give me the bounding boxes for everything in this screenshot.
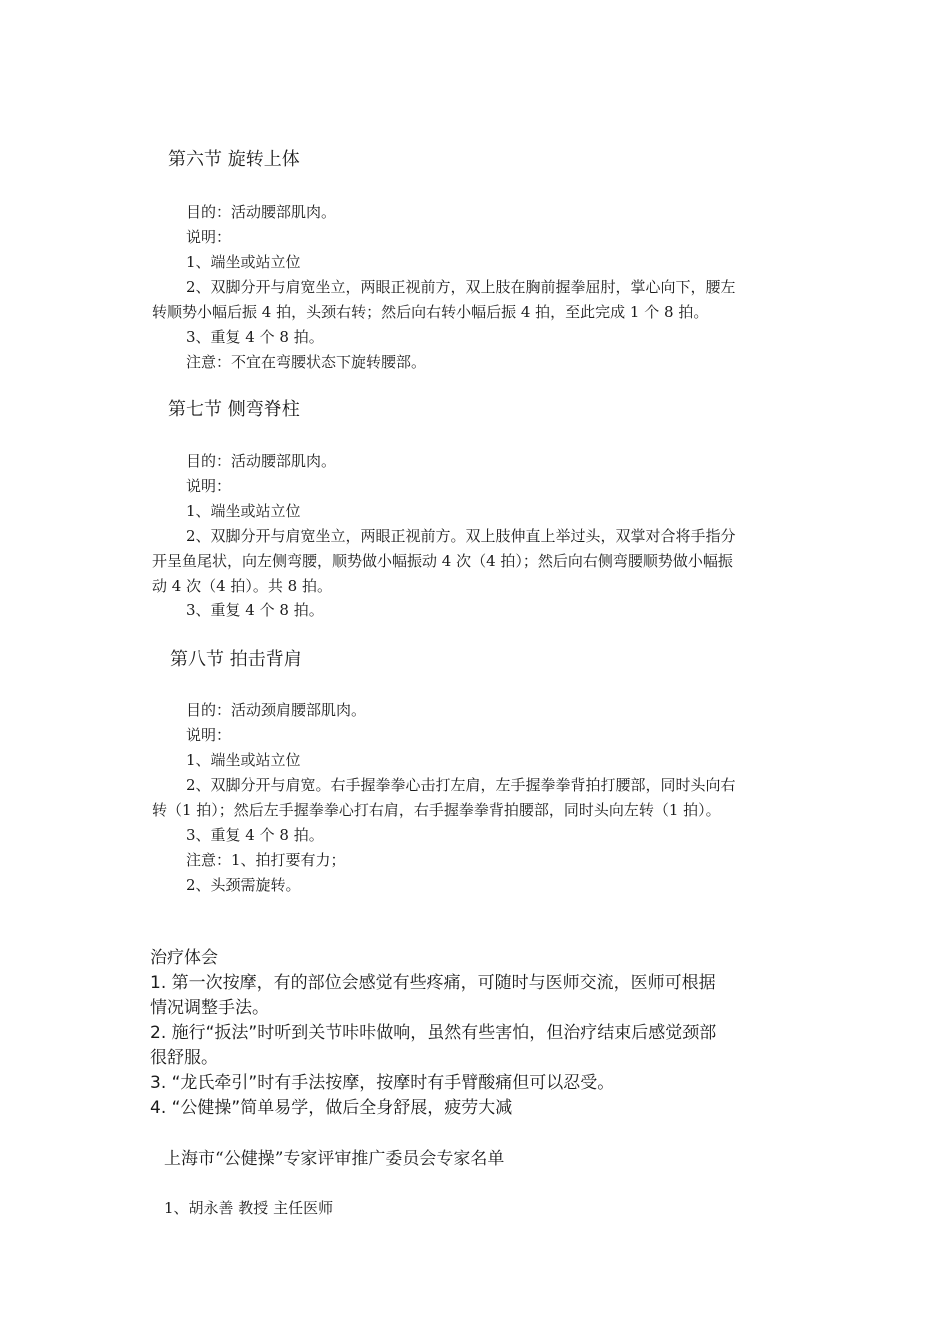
experience-point-4: 4. “公健操”简单易学，做后全身舒展，疲劳大减 — [150, 1098, 513, 1118]
section-7-title: 第七节 侧弯脊柱 — [168, 399, 300, 420]
section-7-step-3: 3、重复 4 个 8 拍。 — [186, 601, 324, 619]
section-6-step-2-line-1: 2、双脚分开与肩宽坐立，两眼正视前方，双上肢在胸前握拳屈肘，掌心向下，腰左 — [186, 278, 736, 296]
section-8-step-2-line-1: 2、双脚分开与肩宽。右手握拳拳心击打左肩，左手握拳拳背拍打腰部，同时头向右 — [186, 776, 736, 794]
section-7-step-2-line-1: 2、双脚分开与肩宽坐立，两眼正视前方。双上肢伸直上举过头，双掌对合将手指分 — [186, 527, 736, 545]
section-8-step-1: 1、端坐或站立位 — [186, 751, 301, 769]
section-7-explain-label: 说明： — [186, 477, 232, 495]
section-7-purpose: 目的：活动腰部肌肉。 — [186, 452, 337, 470]
committee-title: 上海市“公健操”专家评审推广委员会专家名单 — [164, 1149, 505, 1169]
section-6-explain-label: 说明： — [186, 228, 232, 246]
experience-point-2-line-2: 很舒服。 — [150, 1048, 218, 1068]
section-8-purpose: 目的：活动颈肩腰部肌肉。 — [186, 701, 367, 719]
section-6-step-1: 1、端坐或站立位 — [186, 253, 301, 271]
experience-point-1-line-1: 1. 第一次按摩，有的部位会感觉有些疼痛，可随时与医师交流，医师可根据 — [150, 973, 716, 993]
section-6-step-2-line-2: 转顺势小幅后振 4 拍，头颈右转；然后向右转小幅后振 4 拍，至此完成 1 个 8 拍。 — [152, 303, 709, 321]
section-8-note-1: 注意：1、拍打要有力； — [186, 851, 346, 869]
committee-member-1: 1、胡永善 教授 主任医师 — [164, 1199, 334, 1217]
section-7-step-1: 1、端坐或站立位 — [186, 502, 301, 520]
section-8-title: 第八节 拍击背肩 — [170, 649, 302, 670]
section-8-step-2-line-2: 转（1 拍）；然后左手握拳拳心打右肩，右手握拳拳背拍腰部，同时头向左转（1 拍）。 — [152, 801, 721, 819]
section-6-note: 注意：不宜在弯腰状态下旋转腰部。 — [186, 353, 427, 371]
section-7-step-2-line-3: 动 4 次（4 拍）。共 8 拍。 — [152, 577, 332, 595]
section-7-step-2-line-2: 开呈鱼尾状，向左侧弯腰，顺势做小幅振动 4 次（4 拍）；然后向右侧弯腰顺势做小幅振 — [152, 552, 733, 570]
experience-point-2-line-1: 2. 施行“扳法”时听到关节咔咔做响，虽然有些害怕，但治疗结束后感觉颈部 — [150, 1023, 717, 1043]
experience-point-3: 3. “龙氏牵引”时有手法按摩，按摩时有手臂酸痛但可以忍受。 — [150, 1073, 615, 1093]
section-6-title: 第六节 旋转上体 — [168, 149, 300, 170]
section-6-purpose: 目的：活动腰部肌肉。 — [186, 203, 337, 221]
section-8-explain-label: 说明： — [186, 726, 232, 744]
section-8-note-2: 2、头颈需旋转。 — [186, 876, 301, 894]
experience-title: 治疗体会 — [150, 948, 218, 968]
section-6-step-3: 3、重复 4 个 8 拍。 — [186, 328, 324, 346]
experience-point-1-line-2: 情况调整手法。 — [150, 998, 269, 1018]
section-8-step-3: 3、重复 4 个 8 拍。 — [186, 826, 324, 844]
